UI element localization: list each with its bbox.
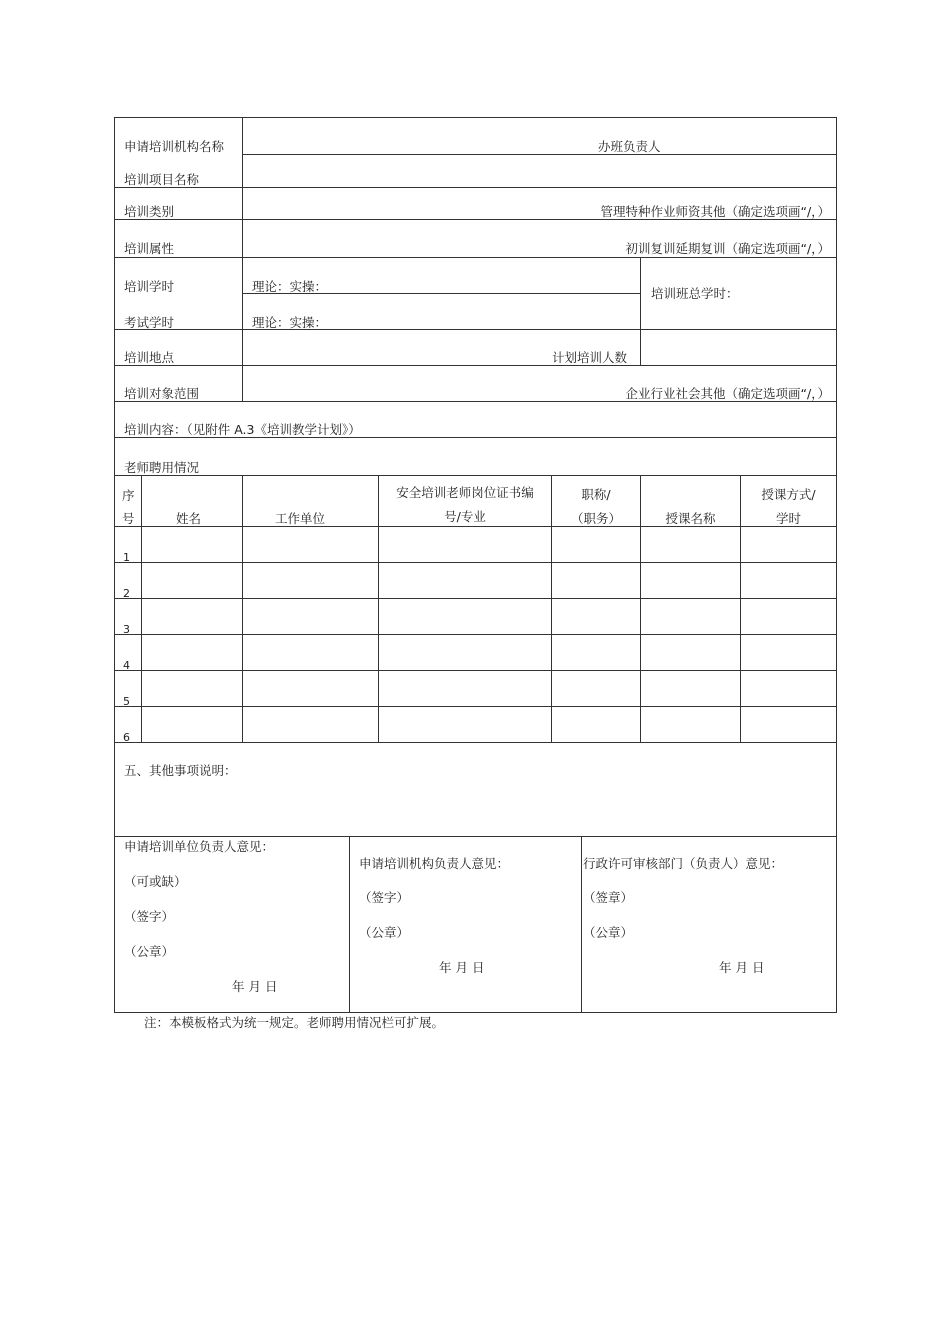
target-scope-options: 企业行业社会其他（确定选项画“/，） — [625, 386, 830, 401]
col-title-line1: 职称/ — [581, 487, 611, 502]
border — [242, 117, 243, 401]
opinion-applicant-date: 年 月 日 — [232, 979, 278, 994]
training-category-label: 培训类别 — [124, 204, 175, 219]
opinion-authority-seal: （公章） — [583, 925, 634, 940]
opinion-institution-signature: （签字） — [359, 890, 410, 905]
class-leader-label: 办班负责人 — [598, 139, 661, 154]
target-scope-label: 培训对象范围 — [124, 386, 200, 401]
opinion-applicant-optional: （可或缺） — [124, 874, 187, 889]
border — [114, 257, 837, 258]
border — [114, 329, 837, 330]
border — [141, 475, 142, 743]
col-cert-line2: 号/专业 — [444, 509, 486, 524]
opinion-applicant-signature: （签字） — [124, 909, 175, 924]
exam-hours-label: 考试学时 — [124, 315, 175, 330]
training-attribute-label: 培训属性 — [124, 241, 175, 256]
col-method-line1: 授课方式/ — [761, 487, 816, 502]
border — [114, 836, 837, 837]
training-attribute-options: 初训复训延期复训（确定选项画“/，） — [625, 241, 830, 256]
opinion-authority-date: 年 月 日 — [719, 960, 765, 975]
border — [114, 117, 837, 118]
col-seq-line2: 号 — [122, 511, 135, 526]
col-title-line2: （职务） — [570, 511, 621, 526]
total-hours-label: 培训班总学时： — [651, 286, 739, 301]
border — [836, 117, 837, 1013]
opinion-institution-title: 申请培训机构负责人意见： — [359, 856, 510, 871]
training-hours-label: 培训学时 — [124, 279, 175, 294]
col-course: 授课名称 — [665, 511, 716, 526]
training-location-label: 培训地点 — [124, 350, 175, 365]
teacher-section-label: 老师聘用情况 — [124, 460, 200, 475]
col-unit: 工作单位 — [275, 511, 326, 526]
border — [114, 187, 837, 188]
border — [349, 836, 350, 1013]
border — [114, 742, 837, 743]
planned-trainees-label: 计划培训人数 — [551, 350, 627, 365]
other-notes-label: 五、其他事项说明： — [124, 763, 237, 778]
border — [242, 154, 837, 155]
border — [114, 634, 837, 635]
opinion-authority-signature: （签章） — [583, 890, 634, 905]
border — [114, 562, 837, 563]
border — [114, 475, 837, 476]
opinion-applicant-seal: （公章） — [124, 944, 175, 959]
col-method-line2: 学时 — [775, 511, 801, 526]
opinion-institution-seal: （公章） — [359, 925, 410, 940]
border — [114, 598, 837, 599]
table-row-number: 1 — [123, 551, 130, 564]
table-row-number: 3 — [123, 623, 130, 636]
border — [114, 706, 837, 707]
opinion-authority-title: 行政许可审核部门（负责人）意见： — [583, 856, 784, 871]
footnote: 注：本模板格式为统一规定。老师聘用情况栏可扩展。 — [144, 1015, 445, 1030]
training-hours-value: 理论：实操： — [252, 279, 328, 294]
exam-hours-value: 理论：实操： — [252, 315, 328, 330]
border — [114, 1012, 837, 1013]
border — [581, 836, 582, 1013]
col-name: 姓名 — [176, 511, 202, 526]
border — [640, 257, 641, 365]
training-content-label: 培训内容：（见附件 A.3《培训教学计划》） — [124, 422, 361, 437]
org-name-label: 申请培训机构名称 — [124, 139, 225, 154]
table-row-number: 5 — [123, 695, 130, 708]
project-name-label: 培训项目名称 — [124, 172, 200, 187]
border — [114, 365, 837, 366]
border — [242, 475, 243, 743]
border — [114, 117, 115, 1013]
opinion-applicant-title: 申请培训单位负责人意见： — [124, 839, 275, 854]
training-category-options: 管理特种作业师资其他（确定选项画“/，） — [600, 204, 830, 219]
table-row-number: 2 — [123, 587, 130, 600]
col-seq-line1: 序 — [122, 488, 135, 503]
table-row-number: 4 — [123, 659, 130, 672]
table-row-number: 6 — [123, 731, 130, 744]
col-cert-line1: 安全培训老师岗位证书编 — [396, 485, 534, 500]
border — [114, 670, 837, 671]
opinion-institution-date: 年 月 日 — [439, 960, 485, 975]
